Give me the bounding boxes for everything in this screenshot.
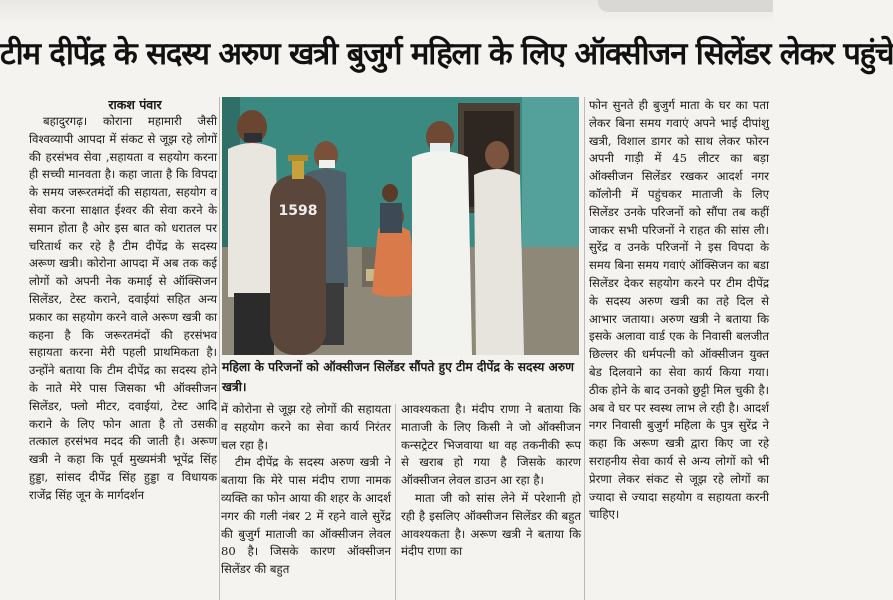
article-paragraph: टीम दीपेंद्र के सदस्य अरुण खत्री ने बताया कि मेरे पास मंदीप राणा नामक व्यक्ति का फोन आया की शहर के आदर्श नगर की गली नंबर 2 में रहने वाले सुरेंद्र की बुजुर्ग माताजी का ऑक्सीजन लेवल 80 है। जिसके कारण ऑक्सीजन सिलेंडर की बहुत (221, 455, 391, 577)
article-column-2 (221, 401, 391, 600)
corner-tab (598, 0, 773, 12)
cylinder-number: 1598 (278, 203, 318, 219)
article-paragraph: फोन सुनते ही बुजुर्ग माता के घर का पता लेकर बिना समय गवाएं अपने भाई दीपांशु खत्री, विशाल डागर को साथ लेकर फोरन अपनी गाड़ी में 45 लीटर का बड़ा ऑक्सीजन सिलेंडर रखकर आदर्श नगर कॉलोनी में पहुंचकर माताजी के लिए सिलेंडर उनके परिजनों को सौंपा तब कहीं जाकर सभी परिजनों ने राहत की सांस ली। सुरेंद्र व उनके परिजनों ने इस विपदा के समय बिना समय गवाएं ऑक्सिजन का बडा सिलेंडर देकर सहयोग करने पर टीम दीपेंद्र के सदस्य अरुण खत्री का तहे दिल से आभार जताया। अरुण खत्री ने बताया कि इसके अलावा वार्ड एक के निवासी बलजीत छिल्लर की धर्मपत्नी को ऑक्सीजन युक्त बेड दिलवाने का सेवा कार्य किया गया। ठीक होने के बाद उनको छुट्टी मिल चुकी है। अब वे घर पर स्वस्थ लाभ ले रही है। आदर्श नगर निवासी बुजुर्ग महिला के पुत्र सुरेंद्र ने कहा कि अरूण खत्री द्वारा किए जा रहे सराहनीय सेवा कार्य से अन्य लोगों को भी प्रेरणा लेकर संकट से जूझ रहे लोगों का ज्यादा से ज्यादा सहयोग व सहायता करनी चाहिए। (589, 98, 769, 522)
article-paragraph: में कोरोना से जूझ रहे लोगों की सहायता व सहयोग करने का सेवा कार्य निरंतर चल रहा है। (221, 402, 391, 452)
photo-caption: महिला के परिजनों को ऑक्सीजन सिलेंडर सौंपते हुए टीम दीपेंद्र के सदस्य अरुण खत्री। (222, 357, 579, 399)
article-column-4 (589, 97, 769, 600)
headline: टीम दीपेंद्र के सदस्य अरुण खत्री बुजुर्ग महिला के लिए ऑक्सीजन सिलेंडर लेकर पहुंचे (0, 36, 893, 72)
byline: राकश पंवार (108, 97, 162, 112)
news-photo (222, 97, 579, 355)
page-top-band (0, 0, 773, 24)
article-paragraph: आवश्यकता है। मंदीप राणा ने बताया कि माताजी के लिए किसी ने जो ऑक्सीजन कन्सट्रेटर भिजवाया था वह तकनीकी रूप से खराब हो गया है जिसके कारण ऑक्सीजन लेवल डाउन आ रहा है। (401, 402, 581, 488)
news-photo-illustration (222, 97, 579, 355)
article-column-3 (401, 401, 581, 600)
column-divider-right (584, 97, 585, 600)
article-paragraph: बहादुरगढ़। कोराना महामारी जैसी विश्वव्यापी आपदा में संकट से जूझ रहे लोगों की हरसंभव सेवा ,सहायता व सहयोग करना ही सच्ची मानवता है। कहा जाता है कि विपदा के समय जरूरतमंदों की सहायता, सहयोग व सेवा करना साक्षात ईश्वर की सेवा करने के समान होता है ओर इस बात को धरातल पर चरितार्थ कर रहे है टीम दीपेंद्र के सदस्य अरूण खत्री। कोरोना आपदा में अब तक कई लोगों को अपनी नेक कमाई से ऑक्सिजन सिलेंडर, टेस्ट कराने, दवाईयां सहित अन्य प्रकार का सहयोग करने वाले अरूण खत्री का कहना है कि जरूरतमंदों की हरसंभव सहायता करना मेरी पहली प्राथमिकता है। उन्होंने बताया कि टीम दीपेंद्र का सदस्य होने के नाते मेरे पास जिसका भी ऑक्सीजन सिलेंडर, फ्लो मीटर, दवाईयां, टेस्ट आदि कराने के लिए फोन आता है तो उसकी तत्काल हरसंभव मदद की जाती है। अरूण खत्री ने कहा कि पूर्व मुख्यमंत्री भूपेंद्र सिंह हुड्डा, सांसद दीपेंद्र सिंह हुड्डा व विधायक राजेंद्र सिंह जून के मार्गदर्शन (29, 114, 217, 502)
column-divider-mid (395, 404, 396, 600)
column-divider-left (219, 97, 220, 600)
article-column-1 (29, 113, 217, 599)
article-paragraph: माता जी को सांस लेने में परेशानी हो रही है इसलिए ऑक्सीजन सिलेंडर की बहुत आवश्यकता है। अरूण खत्री ने बताया कि मंदीप राणा का (401, 490, 581, 559)
